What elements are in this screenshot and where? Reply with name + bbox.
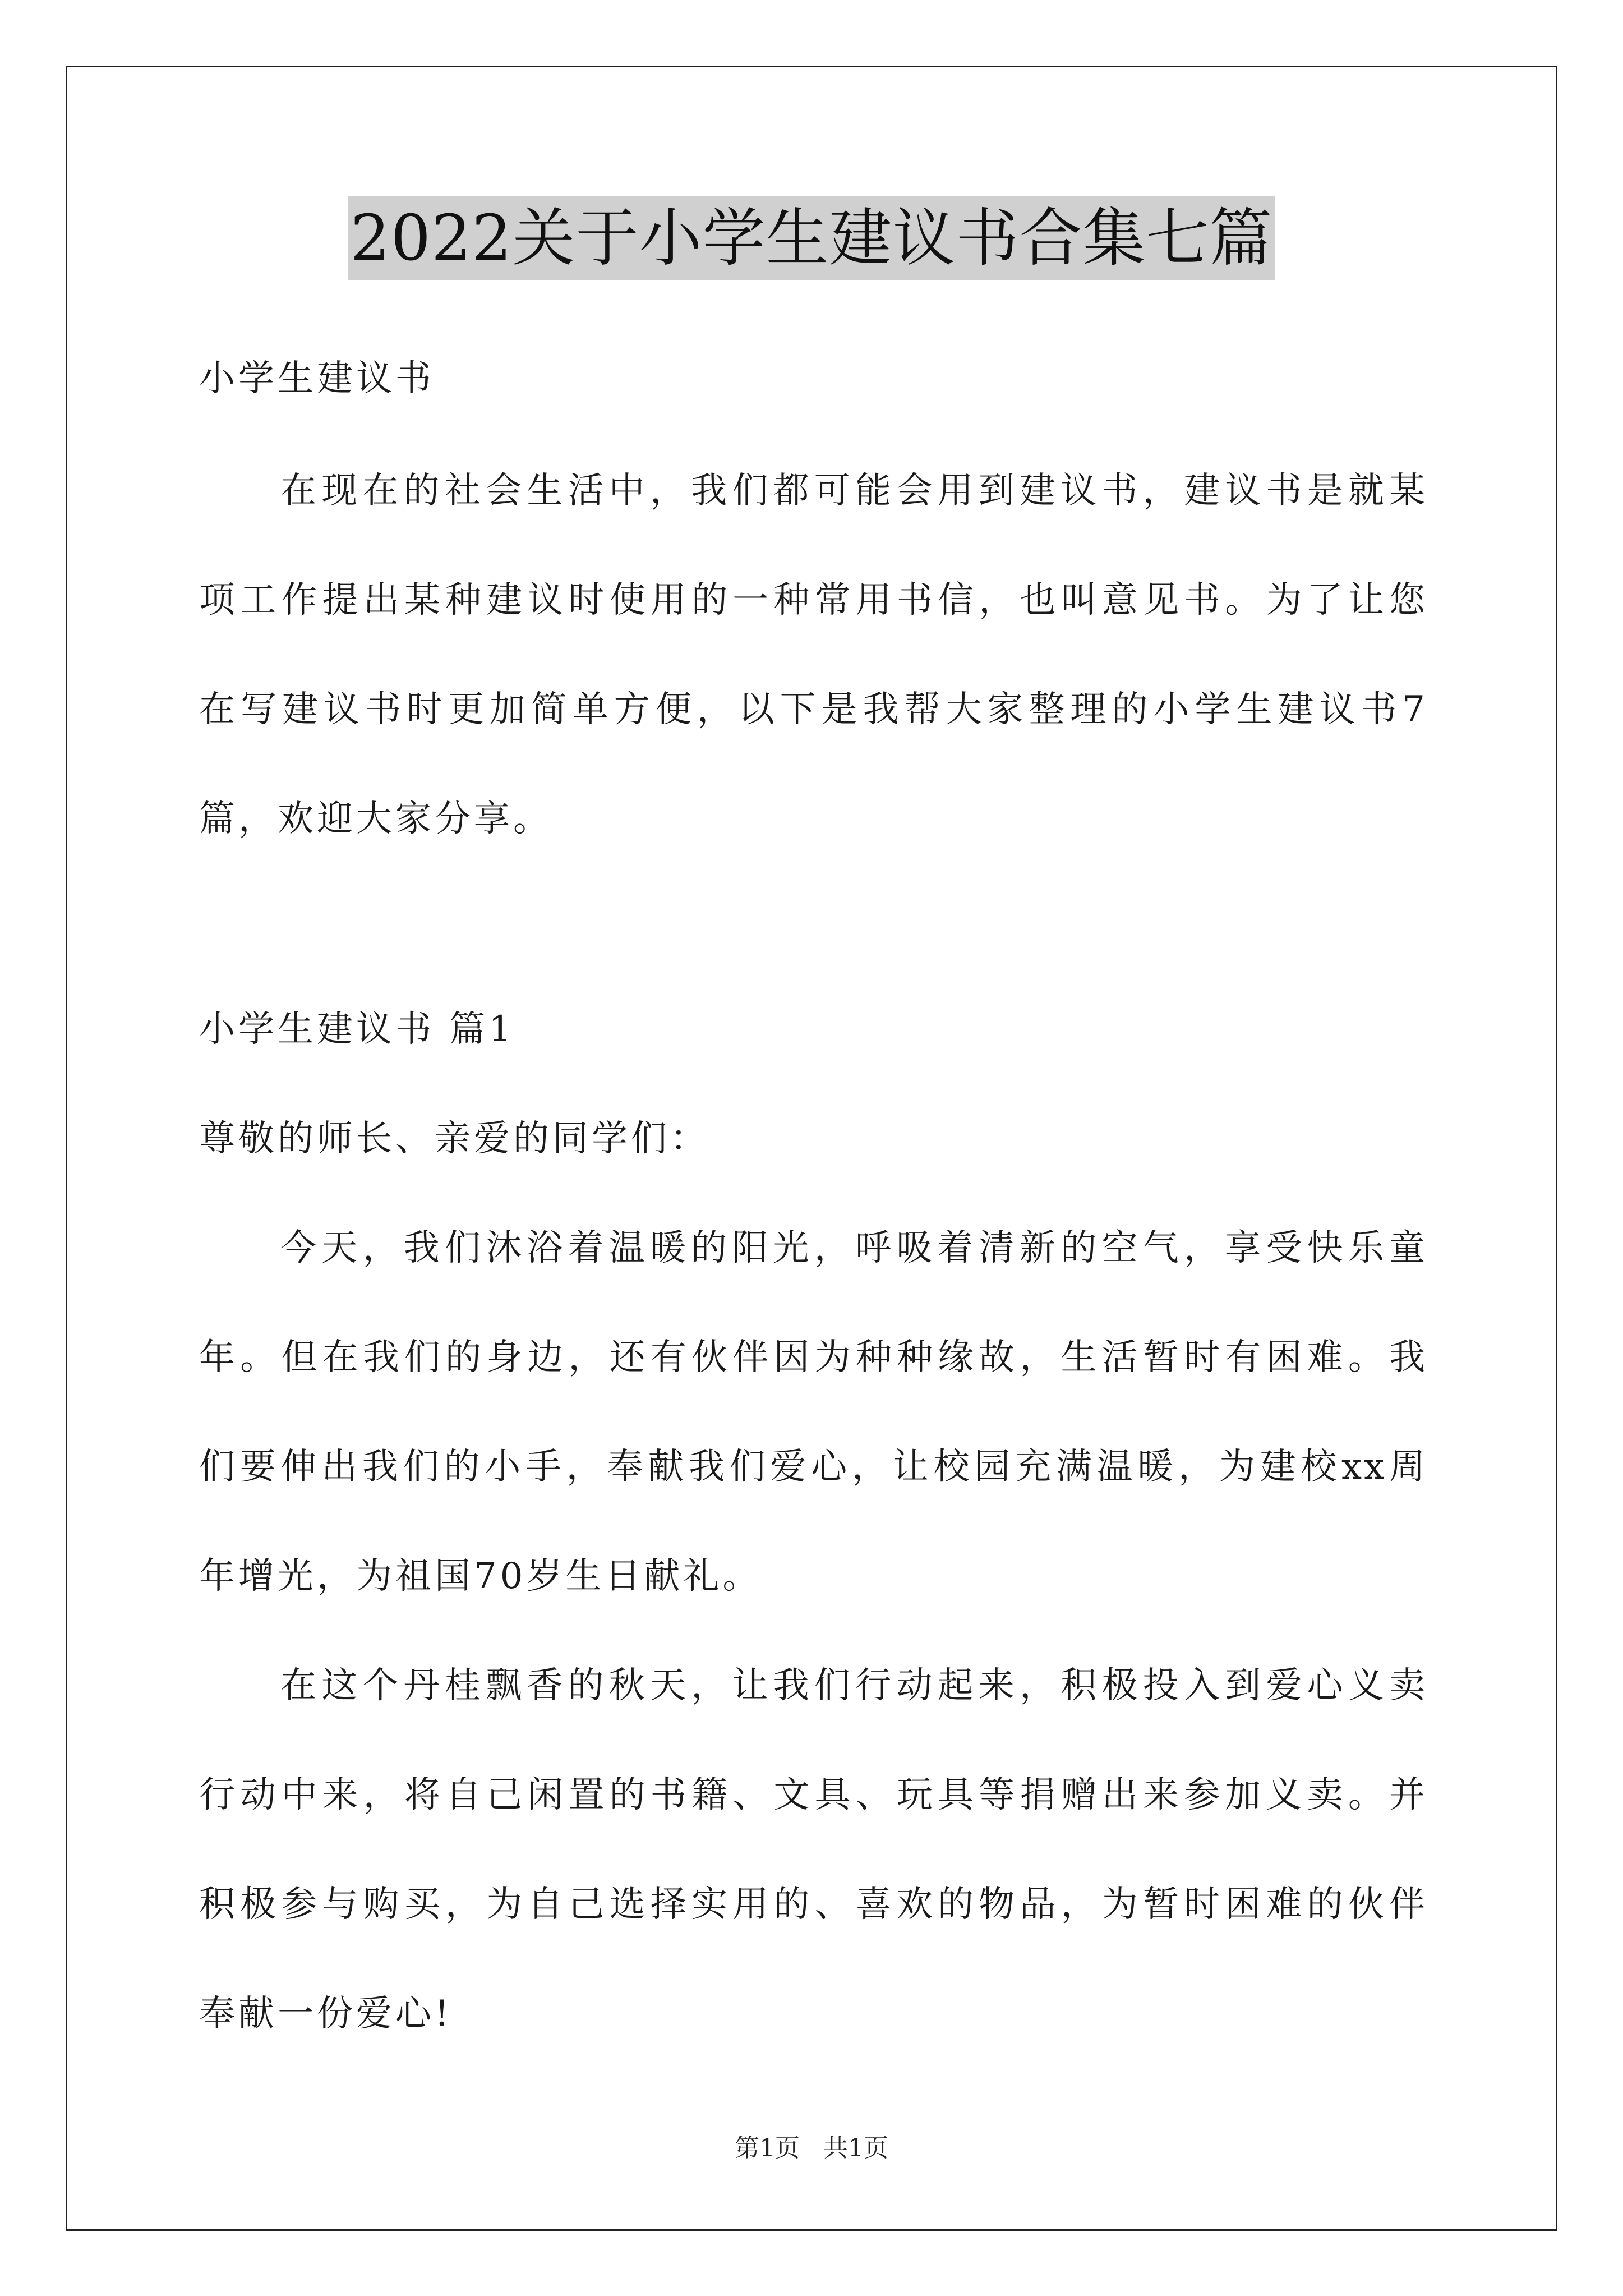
intro-line: 项工作提出某种建议时使用的一种常用书信，也叫意见书。为了让您: [199, 579, 1427, 621]
document-title: 2022关于小学生建议书合集七篇: [348, 196, 1275, 280]
section-heading: 小学生建议书 篇1: [199, 1009, 515, 1050]
intro-line: 在写建议书时更加简单方便，以下是我帮大家整理的小学生建议书7: [199, 689, 1427, 730]
page-number: 第1页: [735, 2134, 800, 2162]
paragraph-line: 年。但在我们的身边，还有伙伴因为种种缘故，生活暂时有困难。我: [199, 1337, 1427, 1378]
intro-line: 篇，欢迎大家分享。: [199, 798, 552, 840]
paragraph-line: 年增光，为祖国70岁生日献礼。: [199, 1556, 762, 1597]
paragraph-line: 积极参与购买，为自己选择实用的、喜欢的物品，为暂时困难的伙伴: [199, 1884, 1427, 1925]
paragraph-line: 今天，我们沐浴着温暖的阳光，呼吸着清新的空气，享受快乐童: [280, 1227, 1427, 1269]
paragraph-line: 们要伸出我们的小手，奉献我们爱心，让校园充满温暖，为建校xx周: [199, 1446, 1427, 1488]
page-footer: [0, 2132, 1623, 2165]
paragraph-line: 奉献一份爱心!: [199, 1993, 453, 2035]
salutation: 尊敬的师长、亲爱的同学们：: [199, 1118, 709, 1159]
title-container: [0, 196, 1623, 280]
page-total: 共1页: [823, 2134, 888, 2162]
intro-heading: 小学生建议书: [199, 358, 435, 399]
paragraph-line: 行动中来，将自己闲置的书籍、文具、玩具等捐赠出来参加义卖。并: [199, 1774, 1427, 1816]
intro-line: 在现在的社会生活中，我们都可能会用到建议书，建议书是就某: [280, 470, 1427, 512]
paragraph-line: 在这个丹桂飘香的秋天，让我们行动起来，积极投入到爱心义卖: [280, 1665, 1427, 1706]
